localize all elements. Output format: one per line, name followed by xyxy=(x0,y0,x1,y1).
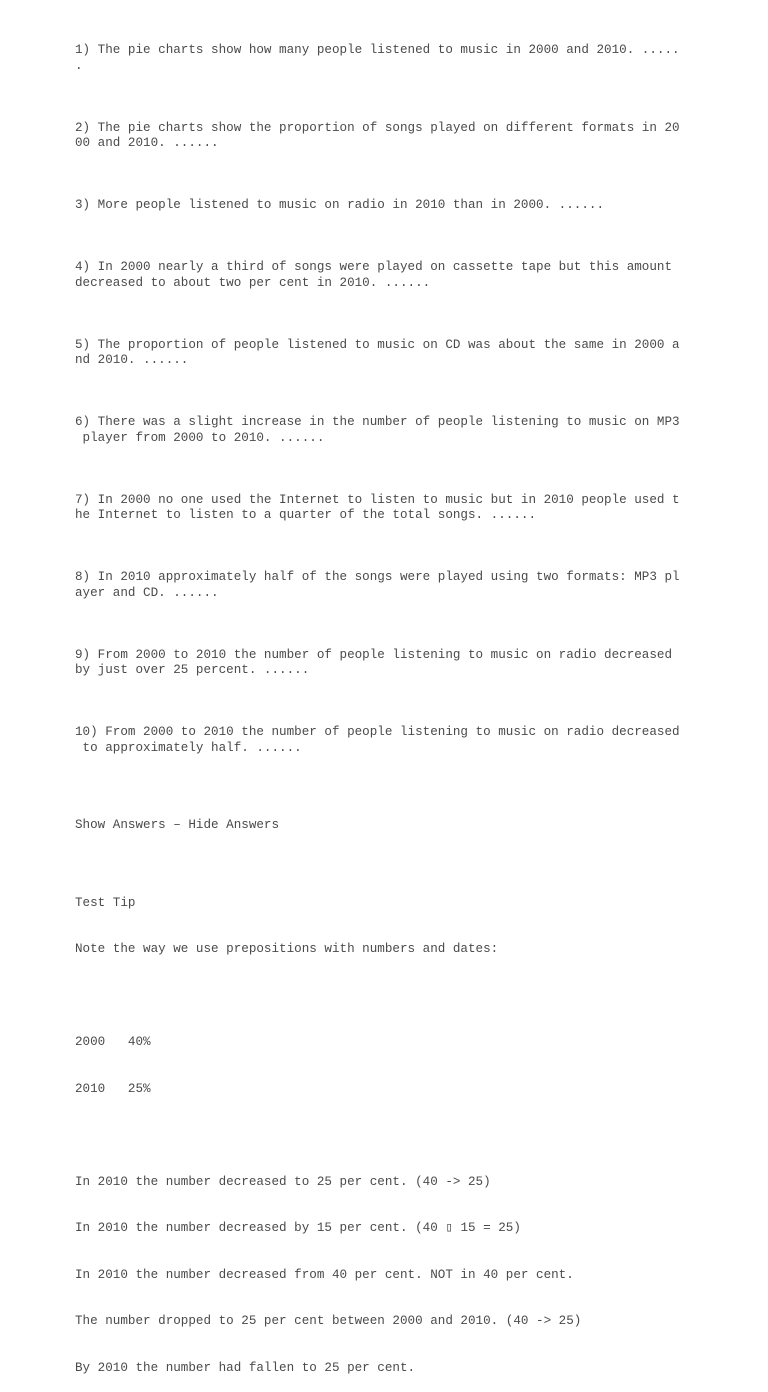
question-1 xyxy=(75,43,680,74)
tip-example: In 2010 the number decreased from 40 per cent. NOT in 40 per cent. xyxy=(75,1267,574,1282)
question-4 xyxy=(75,260,680,291)
question-line: he Internet to listen to a quarter of the total songs. ...... xyxy=(75,508,537,522)
question-line: 1) The pie charts show how many people listened to music in 2000 and 2010. ..... xyxy=(75,43,680,57)
question-6 xyxy=(75,415,680,446)
tip-example: By 2010 the number had fallen to 25 per cent. xyxy=(75,1360,416,1375)
test-tip-title: Test Tip xyxy=(75,895,136,910)
question-line: nd 2010. ...... xyxy=(75,353,189,367)
spacer xyxy=(75,1128,680,1144)
tip-example: The number dropped to 25 per cent between 2000 and 2010. (40 -> 25) xyxy=(75,1314,582,1328)
question-line: 4) In 2000 nearly a third of songs were played on cassette tape but this amount xyxy=(75,260,673,274)
question-10 xyxy=(75,725,680,756)
question-line: 3) More people listened to music on radio in 2010 than in 2000. ...... xyxy=(75,198,605,212)
question-line: 9) From 2000 to 2010 the number of people listening to music on radio decreased xyxy=(75,647,673,662)
tip-example: In 2010 the number decreased to 25 per cent. (40 -> 25) xyxy=(75,1174,491,1189)
question-line: 6) There was a slight increase in the number of people listening to music on MP3 xyxy=(75,415,680,429)
show-hide-answers-link[interactable]: Show Answers – Hide Answers xyxy=(75,818,280,832)
test-tip-intro: Note the way we use prepositions with numbers and dates: xyxy=(75,942,499,956)
question-line: by just over 25 percent. ...... xyxy=(75,663,310,677)
spacer xyxy=(75,989,680,1005)
question-line: 7) In 2000 no one used the Internet to listen to music but in 2010 people used t xyxy=(75,492,680,507)
question-8 xyxy=(75,570,680,601)
question-line: 2) The pie charts show the proportion of songs played on different formats in 20 xyxy=(75,120,680,135)
question-line: 8) In 2010 approximately half of the songs were played using two formats: MP3 pl xyxy=(75,570,680,584)
question-line: ayer and CD. ...... xyxy=(75,585,219,600)
question-line: 5) The proportion of people listened to music on CD was about the same in 2000 a xyxy=(75,337,680,352)
tip-table-row: 2010 25% xyxy=(75,1081,151,1096)
question-line: 00 and 2010. ...... xyxy=(75,136,219,150)
question-line: to approximately half. ...... xyxy=(75,740,302,755)
question-line: decreased to about two per cent in 2010. ...... xyxy=(75,275,431,290)
question-7 xyxy=(75,493,680,524)
question-line: player from 2000 to 2010. ...... xyxy=(75,430,325,445)
document-body xyxy=(75,12,680,1392)
question-5 xyxy=(75,338,680,369)
tip-example: In 2010 the number decreased by 15 per cent. (40 ▯ 15 = 25) xyxy=(75,1221,521,1235)
question-9 xyxy=(75,648,680,679)
tip-table-row: 2000 40% xyxy=(75,1035,151,1049)
question-3 xyxy=(75,198,680,214)
question-line: . xyxy=(75,58,83,73)
question-2 xyxy=(75,121,680,152)
question-line: 10) From 2000 to 2010 the number of people listening to music on radio decreased xyxy=(75,725,680,739)
